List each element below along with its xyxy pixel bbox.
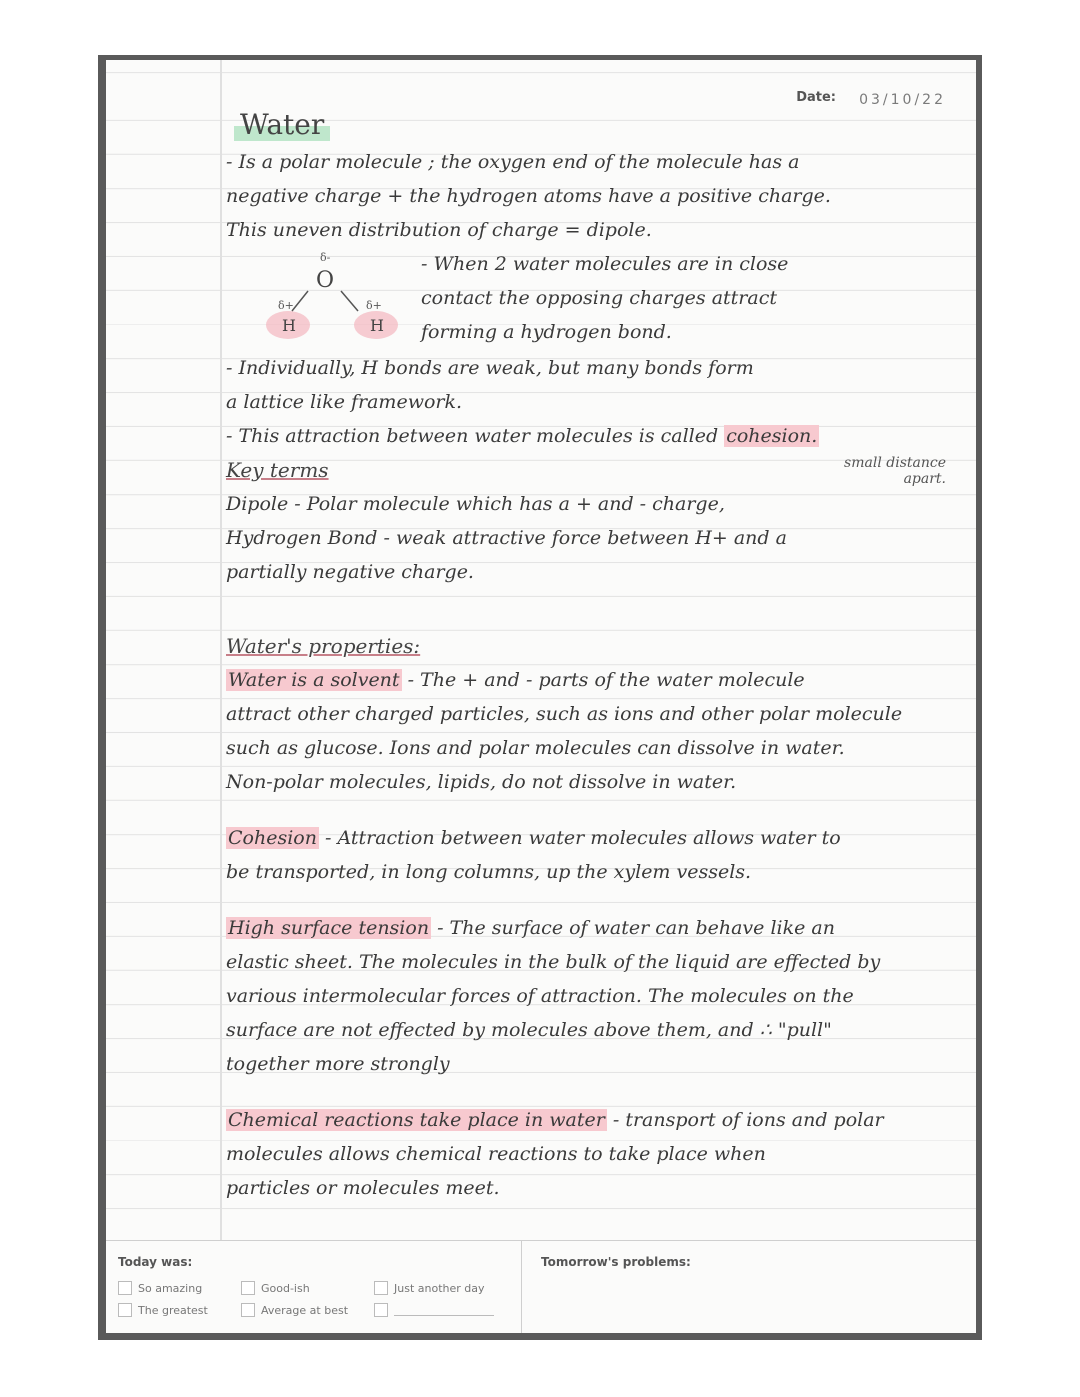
side-note-line: small distance <box>844 455 946 471</box>
solvent-term: Water is a solvent <box>228 669 400 691</box>
cohesion-property-text: - Attraction between water molecules allows water to <box>318 827 841 849</box>
properties-heading: Water's properties: <box>226 634 421 658</box>
option-good-ish[interactable] <box>241 1281 310 1295</box>
intro-line: negative charge + the hydrogen atoms have a positive charge. <box>226 185 831 207</box>
solvent-line: such as glucose. Ions and polar molecules can dissolve in water. <box>226 737 845 759</box>
surface-tension-line: elastic sheet. The molecules in the bulk of the liquid are effected by <box>226 951 881 973</box>
cohesion-line-text: - This attraction between water molecules is called <box>226 425 725 447</box>
option-average-at-best[interactable] <box>241 1303 348 1317</box>
notes-content <box>226 100 956 1205</box>
option-label: Just another day <box>394 1281 485 1295</box>
lattice-line: a lattice like framework. <box>226 391 463 413</box>
hydrogen-right-charge: δ+ <box>366 299 382 312</box>
checkbox[interactable] <box>374 1303 388 1317</box>
surface-tension-line: surface are not effected by molecules above them, and ∴ "pull" <box>226 1019 832 1041</box>
intro-line: - Is a polar molecule ; the oxygen end of the molecule has a <box>226 151 800 173</box>
date-label: Date: <box>796 90 836 105</box>
option-custom[interactable] <box>374 1303 494 1317</box>
reactions-text: - transport of ions and polar <box>606 1109 884 1131</box>
hydrogen-right-label: H <box>370 316 384 335</box>
water-molecule-diagram <box>226 247 956 351</box>
cohesion-term: cohesion. <box>726 425 818 447</box>
surface-tension-term: High surface tension <box>228 917 430 939</box>
reactions-term: Chemical reactions take place in water <box>228 1109 605 1131</box>
water-molecule-drawing <box>236 247 406 347</box>
checkbox[interactable] <box>118 1281 132 1295</box>
solvent-text: - The + and - parts of the water molecule <box>401 669 805 691</box>
hydrogen-bond-explanation <box>421 247 788 349</box>
surface-tension-line: various intermolecular forces of attraction. The molecules on the <box>226 985 854 1007</box>
lattice-line: - Individually, H bonds are weak, but many bonds form <box>226 357 754 379</box>
side-note-line: apart. <box>903 471 946 487</box>
date-value: 03/10/22 <box>859 92 946 108</box>
tomorrow-problems-label: Tomorrow's problems: <box>541 1255 691 1269</box>
margin-line <box>220 60 222 1240</box>
hydrogen-left-charge: δ+ <box>278 299 294 312</box>
surface-tension-text: - The surface of water can behave like an <box>431 917 835 939</box>
surface-tension-line <box>226 911 956 945</box>
solvent-line: attract other charged particles, such as ions and other polar molecule <box>226 703 903 725</box>
hbond-line: contact the opposing charges attract <box>421 287 777 309</box>
hbond-line: - When 2 water molecules are in close <box>421 253 789 275</box>
cohesion-property-term: Cohesion <box>228 827 317 849</box>
checkbox[interactable] <box>118 1303 132 1317</box>
oxygen-label: O <box>316 268 335 293</box>
option-label: The greatest <box>138 1303 208 1317</box>
custom-blank-line[interactable] <box>394 1305 494 1316</box>
checkbox[interactable] <box>241 1303 255 1317</box>
key-terms-section <box>226 453 956 589</box>
cohesion-line <box>226 419 956 453</box>
key-term-line: Dipole - Polar molecule which has a + and - charge, <box>226 493 725 515</box>
solvent-line: Non-polar molecules, lipids, do not dissolve in water. <box>226 771 737 793</box>
option-just-another-day[interactable] <box>374 1281 485 1295</box>
footer-divider <box>521 1241 522 1333</box>
hydrogen-left-label: H <box>282 316 296 335</box>
option-label: So amazing <box>138 1281 203 1295</box>
key-term-line: partially negative charge. <box>226 561 474 583</box>
notebook-page <box>106 60 976 1332</box>
key-terms-side-note <box>844 455 946 487</box>
checkbox[interactable] <box>374 1281 388 1295</box>
cohesion-property-line: be transported, in long columns, up the xylem vessels. <box>226 861 752 883</box>
reactions-line: particles or molecules meet. <box>226 1177 500 1199</box>
oxygen-charge: δ- <box>320 251 331 264</box>
key-terms-heading: Key terms <box>226 458 329 482</box>
intro-line: This uneven distribution of charge = dipole. <box>226 219 652 241</box>
today-was-label: Today was: <box>118 1255 193 1269</box>
option-label: Good-ish <box>261 1281 310 1295</box>
checkbox[interactable] <box>241 1281 255 1295</box>
surface-tension-line: together more strongly <box>226 1053 450 1075</box>
hbond-line: forming a hydrogen bond. <box>421 321 672 343</box>
key-term-line: Hydrogen Bond - weak attractive force between H+ and a <box>226 527 787 549</box>
option-label: Average at best <box>261 1303 349 1317</box>
reactions-line <box>226 1103 956 1137</box>
option-the-greatest[interactable] <box>118 1303 208 1317</box>
page-title: Water <box>234 108 330 141</box>
solvent-line <box>226 663 956 697</box>
cohesion-property-line <box>226 821 956 855</box>
mood-footer <box>106 1240 976 1333</box>
option-so-amazing[interactable] <box>118 1281 202 1295</box>
reactions-line: molecules allows chemical reactions to take place when <box>226 1143 766 1165</box>
